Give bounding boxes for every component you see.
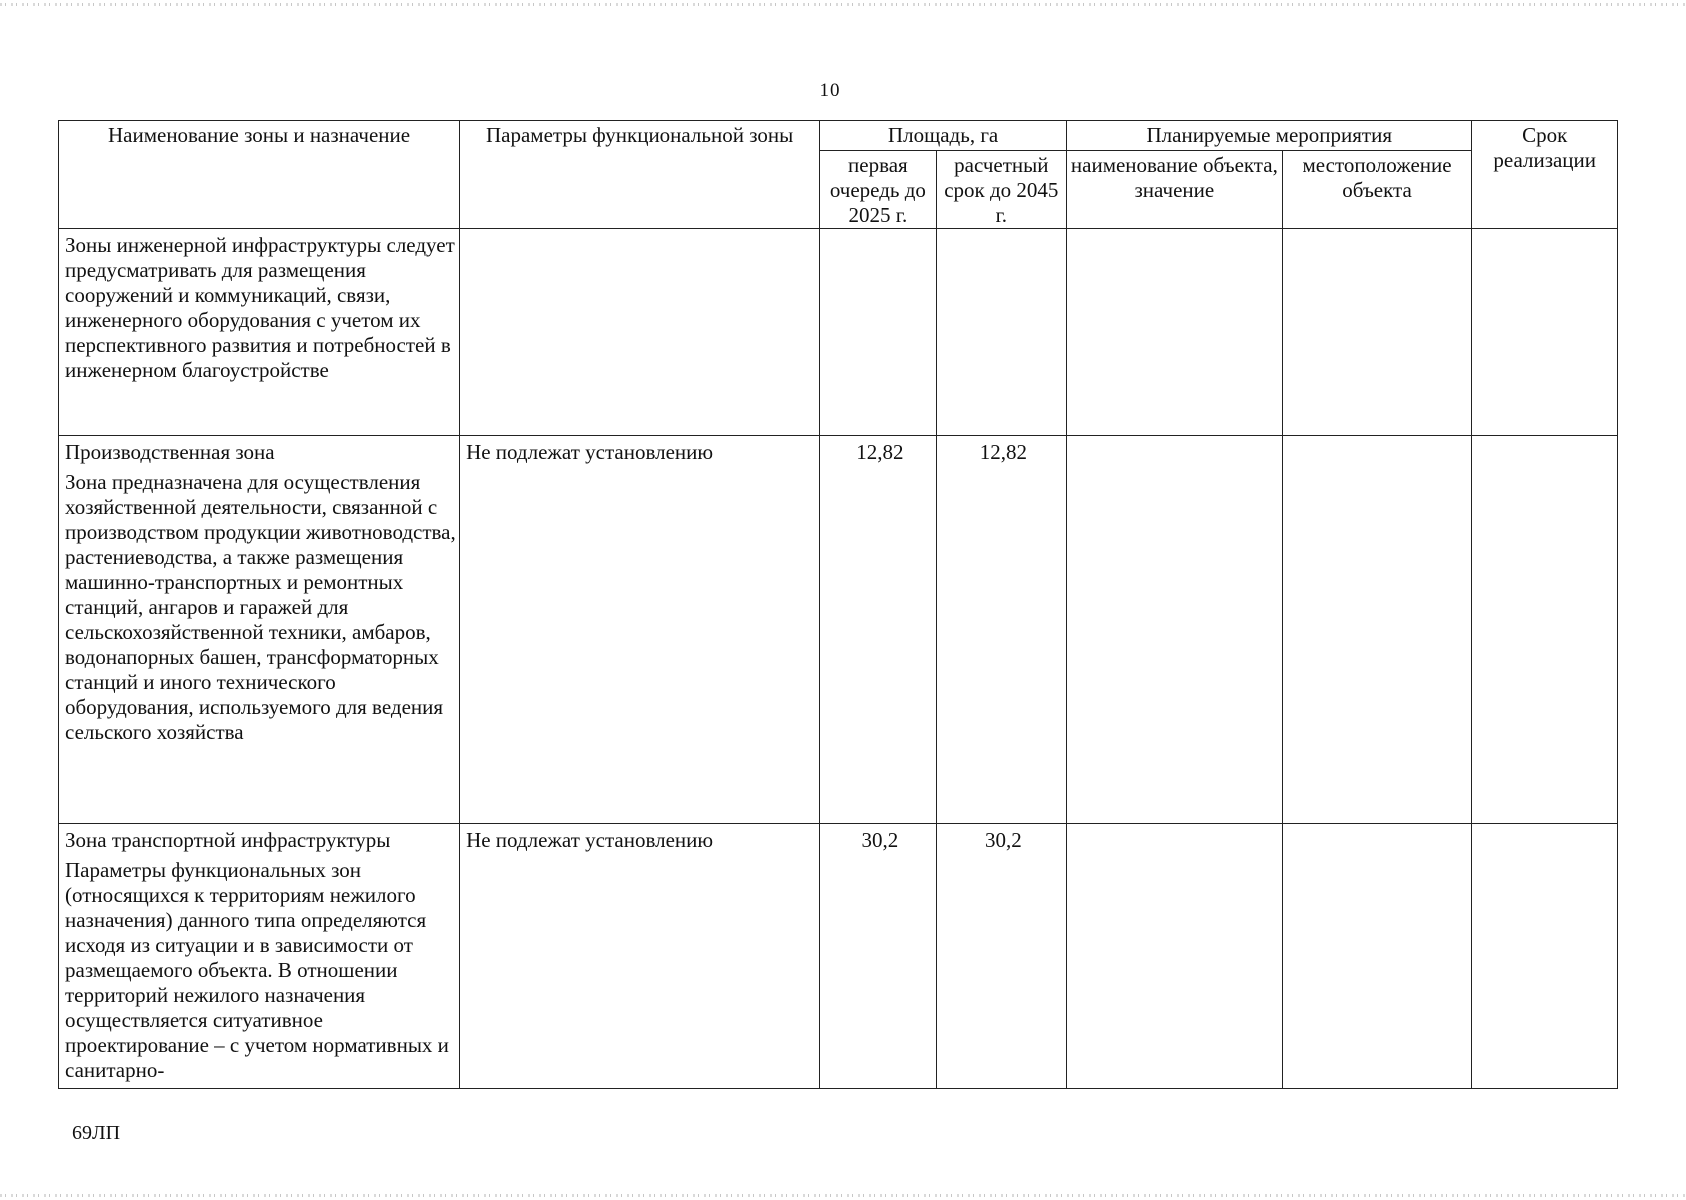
area-first-cell	[820, 229, 936, 436]
zone-title: Производственная зона	[65, 440, 275, 464]
area-calc-cell: 12,82	[936, 436, 1066, 824]
object-location-cell	[1282, 436, 1472, 824]
zone-cell	[59, 229, 460, 436]
parameters-cell: Не подлежат установлению	[460, 824, 820, 1089]
object-name-cell	[1067, 229, 1283, 436]
zone-description: Зоны инженерной инфраструктуры следует предусматривать для размещения сооружений и коммуникаций, связи, инженерного оборудования с учетом их перспективного развития и потребностей в инженерном благоустройстве	[65, 233, 455, 382]
header-object-name: наименование объекта, значение	[1067, 151, 1283, 229]
table-row	[59, 436, 1618, 824]
object-name-cell	[1067, 436, 1283, 824]
header-object-location: местоположение объекта	[1282, 151, 1472, 229]
table-row	[59, 824, 1618, 1089]
parameters-cell	[460, 229, 820, 436]
header-area-calculated: расчетный срок до 2045 г.	[936, 151, 1066, 229]
deadline-cell	[1472, 229, 1618, 436]
header-area-first-stage: первая очередь до 2025 г.	[820, 151, 936, 229]
area-first-cell: 12,82	[820, 436, 936, 824]
header-planned-measures: Планируемые мероприятия	[1067, 121, 1472, 151]
zone-description: Зона предназначена для осуществления хозяйственной деятельности, связанной с производством продукции животноводства, растениеводства, а также размещения машинно-транспортных и ремонтных станций, ангаров и гаражей для сельскохозяйственной техники, амбаров, водонапорных башен, трансформаторных станций и иного технического оборудования, используемого для ведения сельского хозяйства	[65, 470, 456, 744]
area-first-cell: 30,2	[820, 824, 936, 1089]
header-area: Площадь, га	[820, 121, 1067, 151]
zones-table	[58, 120, 1618, 1089]
zone-description: Параметры функциональных зон (относящихся к территориям нежилого назначения) данного типа определяются исходя из ситуации и в зависимости от размещаемого объекта. В отношении территорий нежилого назначения осуществляется ситуативное проектирование – с учетом нормативных и санитарно-	[65, 858, 449, 1082]
table-row	[59, 229, 1618, 436]
document-code: 69ЛП	[72, 1122, 121, 1144]
header-parameters: Параметры функциональной зоны	[460, 121, 820, 229]
scan-edge-top	[0, 3, 1686, 6]
zone-cell	[59, 436, 460, 824]
parameters-cell: Не подлежат установлению	[460, 436, 820, 824]
scan-edge-bottom	[0, 1194, 1686, 1197]
deadline-cell	[1472, 436, 1618, 824]
area-calc-cell: 30,2	[936, 824, 1066, 1089]
object-location-cell	[1282, 229, 1472, 436]
zone-title: Зона транспортной инфраструктуры	[65, 828, 391, 852]
deadline-cell	[1472, 824, 1618, 1089]
object-location-cell	[1282, 824, 1472, 1089]
zone-cell	[59, 824, 460, 1089]
area-calc-cell	[936, 229, 1066, 436]
header-deadline: Срок реализации	[1472, 121, 1618, 229]
header-zone-name: Наименование зоны и назначение	[59, 121, 460, 229]
object-name-cell	[1067, 824, 1283, 1089]
page-number: 10	[819, 80, 841, 101]
